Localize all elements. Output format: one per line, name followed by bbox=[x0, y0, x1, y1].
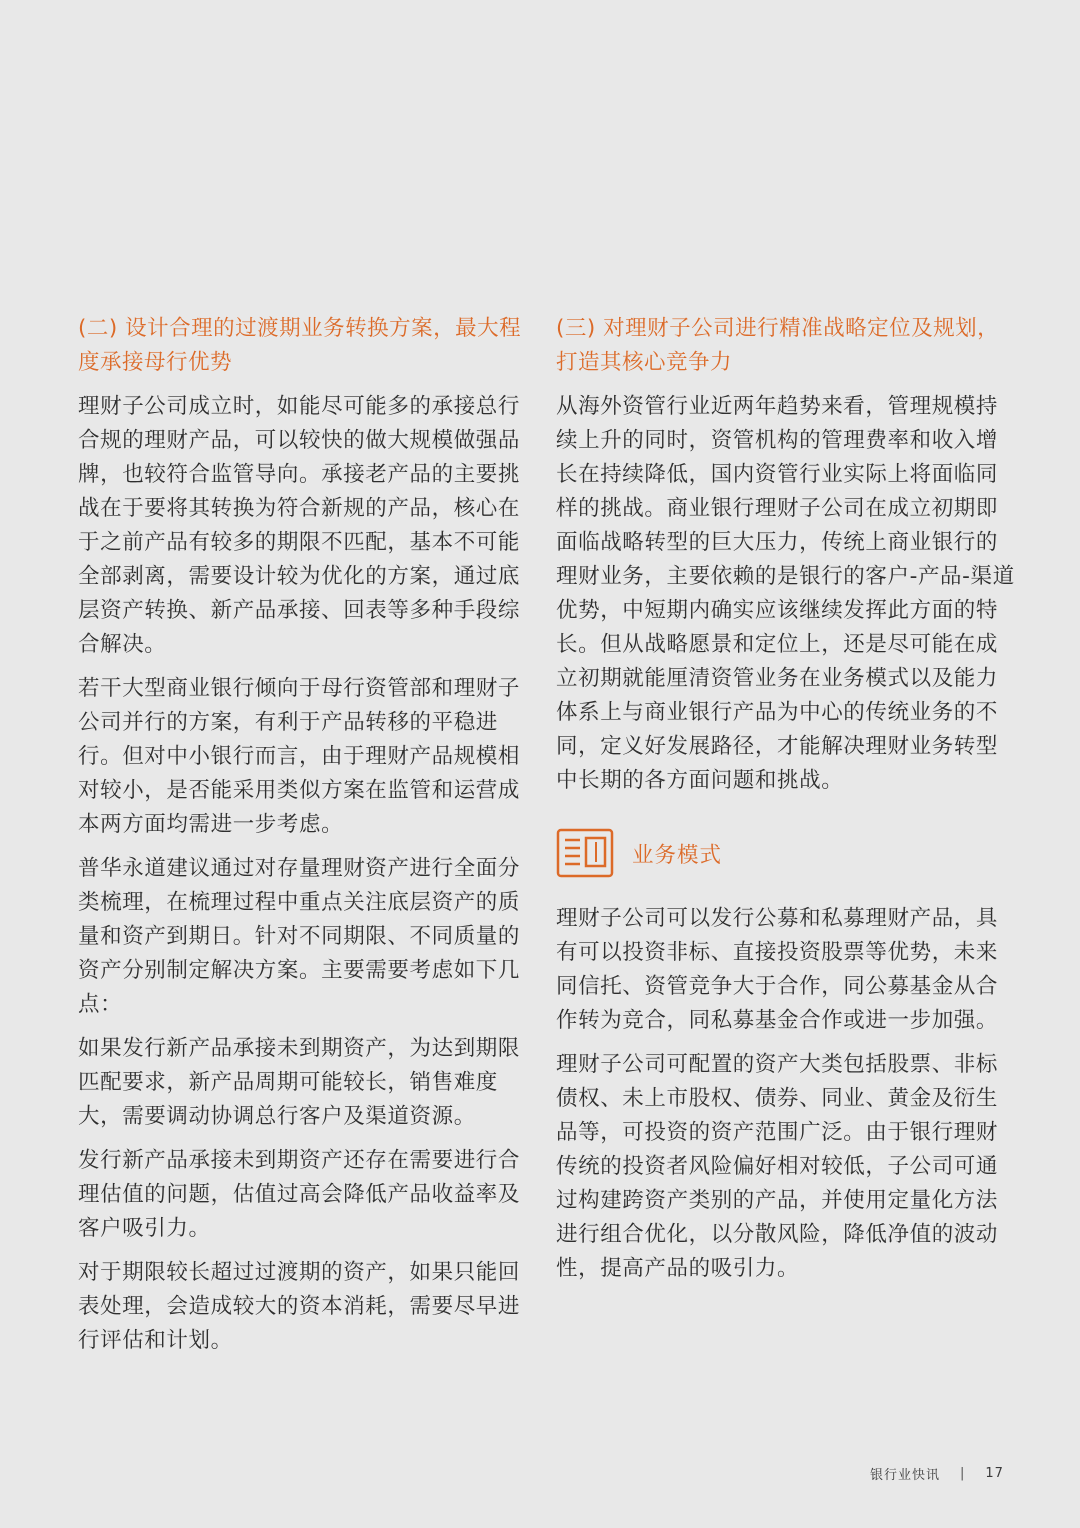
page-number: 17 bbox=[985, 1466, 1004, 1481]
left-section-heading: (二) 设计合理的过渡期业务转换方案，最大程度承接母行优势 bbox=[78, 316, 522, 375]
left-paragraph-3: 普华永道建议通过对存量理财资产进行全面分类梳理，在梳理过程中重点关注底层资产的质量和资产到期日。针对不同期限、不同质量的资产分别制定解决方案。主要需要考虑如下几点： bbox=[78, 856, 521, 1017]
page-footer bbox=[870, 1464, 1004, 1483]
right-column bbox=[556, 312, 1016, 1296]
left-paragraph-2: 若干大型商业银行倾向于母行资管部和理财子公司并行的方案，有利于产品转移的平稳进行。但对中小银行而言，由于理财产品规模相对较小，是否能采用类似方案在监管和运营成本两方面均需进一步考虑。 bbox=[78, 676, 521, 837]
right-paragraph-1: 从海外资管行业近两年趋势来看，管理规模持续上升的同时，资管机构的管理费率和收入增长在持续降低，国内资管行业实际上将面临同样的挑战。商业银行理财子公司在成立初期即面临战略转型的巨大压力，传统上商业银行的理财业务，主要依赖的是银行的客户-产品-渠道优势，中短期内确实应该继续发挥此方面的特长。但从战略愿景和定位上，还是尽可能在成立初期就能厘清资管业务在业务模式以及能力体系上与商业银行产品为中心的传统业务的不同，定义好发展路径，才能解决理财业务转型中长期的各方面问题和挑战。 bbox=[556, 394, 1015, 793]
publication-name: 银行业快讯 bbox=[870, 1468, 941, 1483]
document-newspaper-icon bbox=[556, 824, 614, 882]
business-model-banner bbox=[556, 818, 1016, 888]
left-paragraph-1: 理财子公司成立时，如能尽可能多的承接总行合规的理财产品，可以较快的做大规模做强品牌，也较符合监管导向。承接老产品的主要挑战在于要将其转换为符合新规的产品，核心在于之前产品有较多的期限不匹配，基本不可能全部剥离，需要设计较为优化的方案，通过底层资产转换、新产品承接、回表等多种手段综合解决。 bbox=[78, 394, 521, 657]
right-paragraph-2: 理财子公司可以发行公募和私募理财产品，具有可以投资非标、直接投资股票等优势，未来同信托、资管竞争大于合作，同公募基金从合作转为竞合，同私募基金合作或进一步加强。 bbox=[556, 906, 999, 1033]
left-paragraph-5: 发行新产品承接未到期资产还存在需要进行合理估值的问题，估值过高会降低产品收益率及客户吸引力。 bbox=[78, 1148, 521, 1241]
business-model-title: 业务模式 bbox=[632, 842, 723, 868]
footer-separator: | bbox=[960, 1466, 966, 1481]
right-paragraph-3: 理财子公司可配置的资产大类包括股票、非标债权、未上市股权、债券、同业、黄金及衍生品等，可投资的资产范围广泛。由于银行理财传统的投资者风险偏好相对较低，子公司可通过构建跨资产类别的产品，并使用定量化方法进行组合优化，以分散风险，降低净值的波动性，提高产品的吸引力。 bbox=[556, 1052, 999, 1281]
left-column bbox=[78, 312, 538, 1368]
left-paragraph-4: 如果发行新产品承接未到期资产，为达到期限匹配要求，新产品周期可能较长，销售难度大，需要调动协调总行客户及渠道资源。 bbox=[78, 1036, 521, 1129]
right-section-heading: (三) 对理财子公司进行精准战略定位及规划，打造其核心竞争力 bbox=[556, 316, 1000, 375]
left-paragraph-6: 对于期限较长超过过渡期的资产，如果只能回表处理，会造成较大的资本消耗，需要尽早进行评估和计划。 bbox=[78, 1260, 521, 1353]
